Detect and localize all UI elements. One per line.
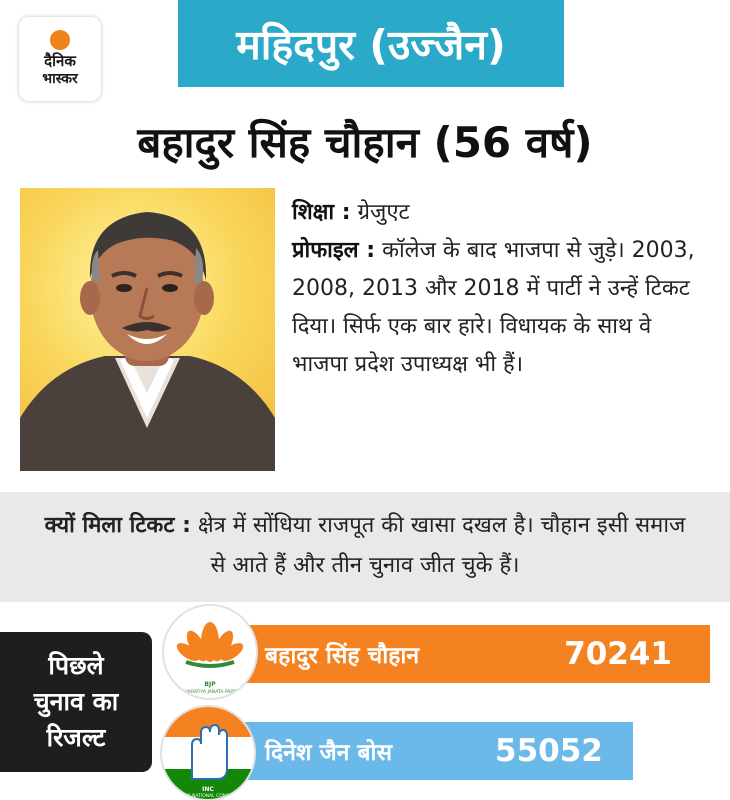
logo-text-line1: दैनिक: [44, 52, 76, 70]
candidate-title: बहादुर सिंह चौहान (56 वर्ष): [137, 118, 593, 167]
sun-icon: [50, 30, 70, 50]
logo-text-line2: भास्कर: [42, 71, 78, 87]
profile-row: [292, 232, 712, 384]
education-value: ग्रेजुएट: [357, 200, 410, 225]
votes-inc: 55052: [495, 733, 603, 769]
dainik-bhaskar-logo: [19, 17, 101, 101]
hand-icon: [162, 707, 254, 799]
education-row: [292, 194, 712, 232]
svg-text:BHARATIYA JANATA PARTY: BHARATIYA JANATA PARTY: [181, 690, 239, 695]
why-ticket-label: क्यों मिला टिकट :: [44, 513, 191, 538]
candidate-name-bjp: बहादुर सिंह चौहान: [265, 643, 420, 669]
candidate-bio: [292, 194, 712, 384]
why-ticket-value: क्षेत्र में सोंधिया राजपूत की खासा दखल है। चौहान इसी समाज से आते हैं और तीन चुनाव जीत चुके हैं।: [197, 513, 686, 578]
votes-bjp: 70241: [564, 636, 672, 672]
candidate-photo: [20, 188, 275, 471]
why-ticket-box: [0, 492, 730, 602]
bjp-lotus-logo: [164, 606, 256, 698]
constituency-banner: महिदपुर (उज्जैन): [178, 0, 564, 87]
candidate-name-inc: दिनेश जैन बोस: [265, 740, 393, 766]
result-label-line3: रिजल्ट: [46, 723, 106, 752]
svg-text:BJP: BJP: [204, 681, 216, 688]
result-label-line2: चुनाव का: [33, 687, 119, 716]
education-label: शिक्षा :: [292, 200, 351, 225]
inc-hand-logo: [162, 707, 254, 799]
svg-text:INC: INC: [202, 786, 214, 793]
profile-label: प्रोफाइल :: [292, 238, 376, 263]
lotus-icon: [164, 606, 256, 698]
svg-text:INDIAN NATIONAL CONGRESS: INDIAN NATIONAL CONGRESS: [174, 794, 242, 799]
result-label-line1: पिछले: [48, 651, 104, 680]
profile-value: कॉलेज के बाद भाजपा से जुड़े। 2003, 2008, 2013 और 2018 में पार्टी ने उन्हें टिकट दिया। सिर्फ एक बार हारे। विधायक के साथ वे भाजपा प्रदेश उपाध्यक्ष भी हैं।: [292, 238, 695, 377]
result-bar-inc: [210, 722, 633, 780]
previous-result-label: [0, 632, 152, 772]
result-bar-bjp: [210, 625, 710, 683]
candidate-portrait-icon: [20, 188, 275, 471]
